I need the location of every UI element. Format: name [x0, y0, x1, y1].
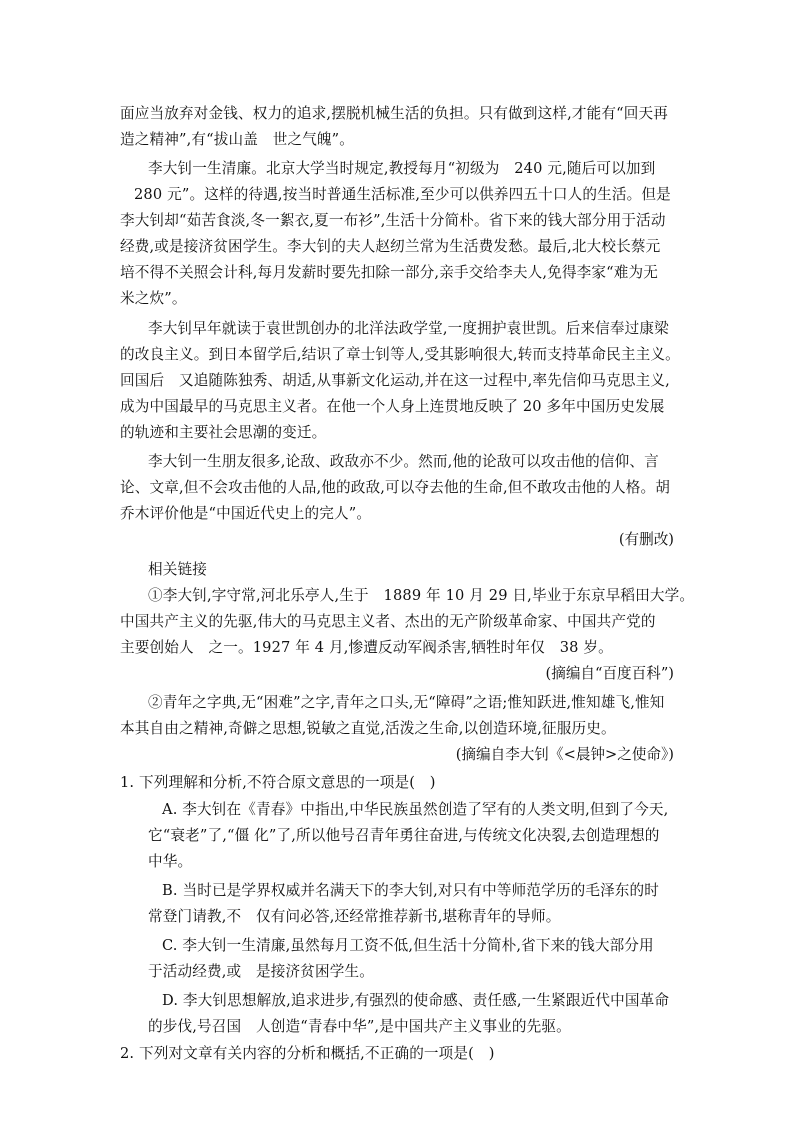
text-line: 乔木评价他是“中国近代史上的完人”。 [120, 505, 372, 522]
text-line: 中国共产主义的先驱,伟大的马克思主义者、杰出的无产阶级革命家、中国共产党的 [120, 613, 656, 630]
paragraph-start: 李大钊一生清廉。北京大学当时规定,教授每月“初级为 240 元,随后可以加到 [148, 160, 656, 177]
text-line: 于活动经费,或 是接济贫困学生。 [148, 963, 374, 980]
text-line: 280 元”。这样的待遇,按当时普通生活标准,至少可以供养四五十口人的生活。但是 [134, 186, 671, 203]
option-c: C. 李大钊一生清廉,虽然每月工资不低,但生活十分简朴,省下来的钱大部分用 [162, 937, 654, 954]
text-line: 的轨迹和主要社会思潮的变迁。 [120, 424, 327, 441]
text-line: 的步伐,号召国 人创造“青春中华”,是中国共产主义事业的先驱。 [148, 1018, 571, 1035]
text-line: 米之炊”。 [120, 290, 187, 307]
text-line: 回国后 又追随陈独秀、胡适,从事新文化运动,并在这一过程中,率先信仰马克思主义, [120, 372, 670, 389]
paragraph-start: 李大钊一生朋友很多,论敌、政敌亦不少。然而,他的论敌可以攻击他的信仰、言 [148, 453, 659, 470]
paragraph-start: 李大钊早年就读于袁世凯创办的北洋法政学堂,一度拥护袁世凯。后来信奉过康梁 [148, 320, 669, 337]
text-line: 主要创始人 之一。1927 年 4 月,惨遭反动军阀杀害,牺牲时年仅 38 岁。 [120, 639, 613, 656]
text-line: 论、文章,但不会攻击他的人品,他的政敌,可以夺去他的生命,但不敢攻击他的人格。胡 [120, 479, 670, 496]
text-line: 经费,或是接济贫困学生。李大钊的夫人赵纫兰常为生活费发愁。最后,北大校长蔡元 [120, 238, 661, 255]
text-line: 李大钊却“茹苦食淡,冬一絮衣,夏一布衫”,生活十分简朴。省下来的钱大部分用于活动 [120, 212, 666, 229]
text-line: 中华。 [148, 853, 193, 870]
option-d: D. 李大钊思想解放,追求进步,有强烈的使命感、责任感,一生紧跟近代中国革命 [162, 992, 670, 1009]
text-line: 面应当放弃对金钱、权力的追求,摆脱机械生活的负担。只有做到这样,才能有“回天再 [120, 105, 668, 122]
question-2: 2. 下列对文章有关内容的分析和概括,不正确的一项是( ) [120, 1045, 495, 1062]
text-line: 成为中国最早的马克思主义者。在他一个人身上连贯地反映了 20 多年中国历史发展 [120, 398, 665, 415]
section-heading: 相关链接 [148, 561, 207, 578]
option-a: A. 李大钊在《青春》中指出,中华民族虽然创造了罕有的人类文明,但到了今天, [162, 801, 669, 818]
text-line: 它“衰老”了,“僵 化”了,所以他号召青年勇往奋进,与传统文化决裂,去创造理想的 [148, 827, 660, 844]
question-1: 1. 下列理解和分析,不符合原文意思的一项是( ) [120, 774, 436, 791]
source-note: (摘编自“百度百科”) [545, 665, 674, 682]
source-note: (有删改) [618, 531, 674, 548]
option-b: B. 当时已是学界权威并名满天下的李大钊,对只有中等师范学历的毛泽东的时 [162, 882, 660, 899]
text-line: 常登门请教,不 仅有问必答,还经常推荐新书,堪称青年的导师。 [148, 908, 561, 925]
source-note: (摘编自李大钊《<晨钟>之使命》) [455, 746, 674, 763]
paragraph-start: ①李大钊,字守常,河北乐亭人,生于 1889 年 10 月 29 日,毕业于东京早稻田大学。 [148, 587, 695, 604]
text-line: 造之精神”,有“拔山盖 世之气魄”。 [120, 131, 355, 148]
text-line: 本其自由之精神,奇僻之思想,锐敏之直觉,活泼之生命,以创造环境,征服历史。 [120, 720, 616, 737]
text-line: 培不得不关照会计科,每月发薪时要先扣除一部分,亲手交给李夫人,免得李家“难为无 [120, 264, 659, 281]
paragraph-start: ②青年之字典,无“困难”之字,青年之口头,无“障碍”之语;惟知跃进,惟知雄飞,惟知 [148, 694, 665, 711]
text-line: 的改良主义。到日本留学后,结识了章士钊等人,受其影响很大,转而支持革命民主主义。 [120, 346, 680, 363]
